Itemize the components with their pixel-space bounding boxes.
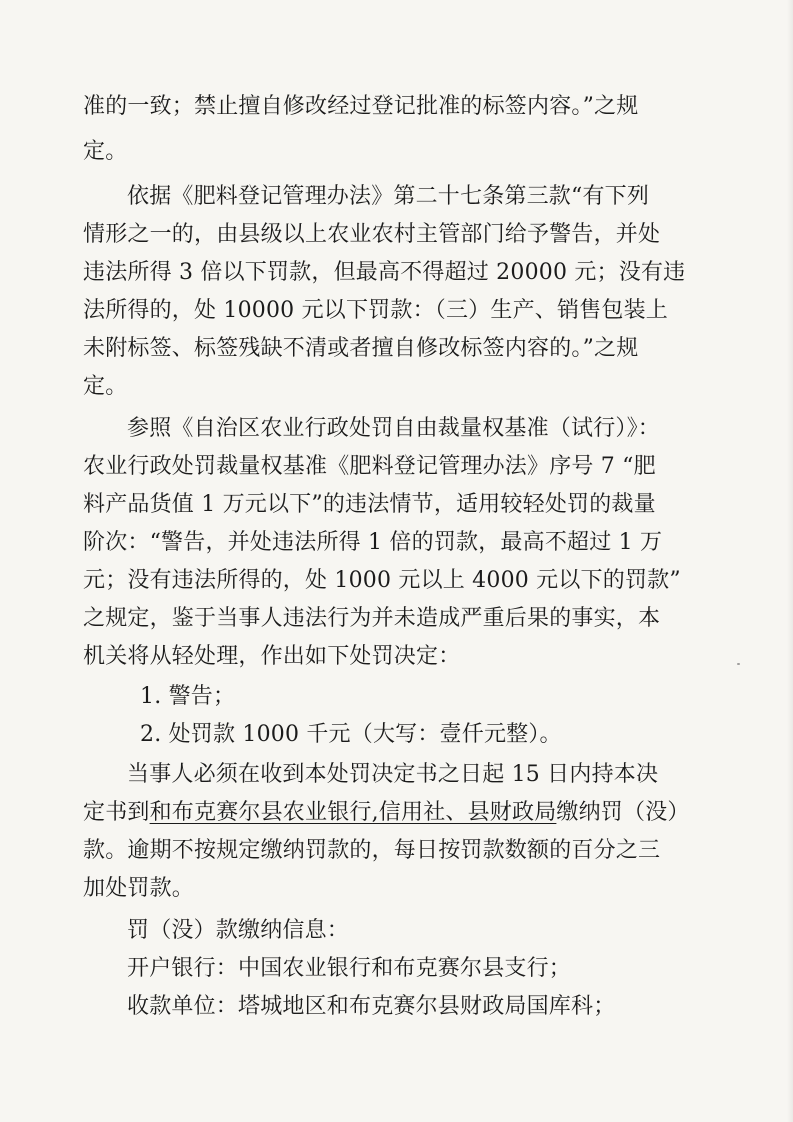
decision-item: 2. 处罚款 1000 千元（大写：壹仟元整）。 bbox=[140, 722, 562, 747]
scan-speck bbox=[737, 663, 740, 665]
text-line: 款。逾期不按规定缴纳罚款的，每日按罚款数额的百分之三 bbox=[83, 838, 661, 863]
text-line: 料产品货值 1 万元以下”的违法情节，适用较轻处罚的裁量 bbox=[83, 492, 656, 517]
text-line: 之规定，鉴于当事人违法行为并未造成严重后果的事实，本 bbox=[83, 606, 661, 631]
text-line: 法所得的，处 10000 元以下罚款：（三）生产、销售包装上 bbox=[83, 298, 668, 323]
text-line: 定。 bbox=[83, 374, 128, 399]
text-line-with-underline bbox=[83, 798, 723, 828]
payee-info: 收款单位：塔城地区和布克赛尔县财政局国库科； bbox=[127, 994, 616, 1019]
decision-item: 1. 警告； bbox=[140, 684, 236, 709]
paragraph-first-line: 依据《肥料登记管理办法》第二十七条第三款“有下列 bbox=[127, 184, 650, 209]
payment-info-heading: 罚（没）款缴纳信息： bbox=[127, 918, 350, 943]
text-line: 定。 bbox=[83, 139, 128, 164]
paragraph-first-line: 当事人必须在收到本处罚决定书之日起 15 日内持本决 bbox=[127, 762, 659, 787]
scan-edge-shadow bbox=[787, 0, 793, 1122]
text-line: 情形之一的，由县级以上农业农村主管部门给予警告，并处 bbox=[83, 222, 661, 247]
text-line: 未附标签、标签残缺不清或者擅自修改标签内容的。”之规 bbox=[83, 336, 639, 361]
text-line: 违法所得 3 倍以下罚款，但最高不得超过 20000 元；没有违 bbox=[83, 260, 686, 285]
text-line: 元；没有违法所得的，处 1000 元以上 4000 元以下的罚款” bbox=[83, 568, 681, 593]
text-line: 机关将从轻处理，作出如下处罚决定： bbox=[83, 644, 461, 669]
bank-info: 开户银行：中国农业银行和布克赛尔县支行； bbox=[127, 956, 572, 981]
text-line: 农业行政处罚裁量权基准《肥料登记管理办法》序号 7 “肥 bbox=[83, 454, 656, 479]
paragraph-first-line: 参照《自治区农业行政处罚自由裁量权基准（试行）》： bbox=[127, 416, 661, 441]
text-line: 阶次：“警告，并处违法所得 1 倍的罚款，最高不超过 1 万 bbox=[83, 530, 663, 555]
text-segment: 定书到 bbox=[83, 800, 150, 825]
payment-location: 和布克赛尔县农业银行,信用社、县财政局 bbox=[149, 800, 557, 825]
text-segment: 缴纳罚（没） bbox=[556, 800, 690, 825]
text-line: 准的一致；禁止擅自修改经过登记批准的标签内容。”之规 bbox=[83, 94, 639, 119]
text-line: 加处罚款。 bbox=[83, 876, 195, 901]
